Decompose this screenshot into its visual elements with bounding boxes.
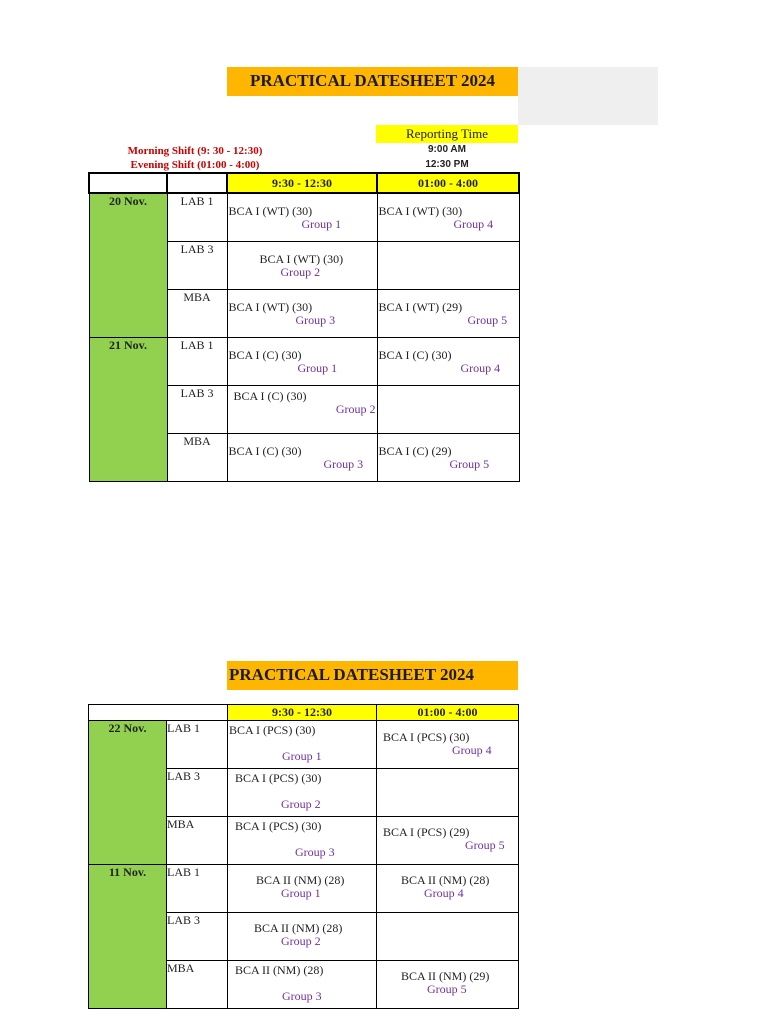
course-entry: BCA I (PCS) (30) bbox=[229, 723, 316, 737]
group-label: Group 3 bbox=[282, 989, 322, 1003]
course-entry: BCA II (NM) (28) bbox=[256, 873, 345, 887]
morning-slot-cell bbox=[228, 769, 377, 817]
lab-cell: LAB 3 bbox=[167, 913, 228, 961]
group-label: Group 1 bbox=[301, 217, 342, 231]
group-label: Group 5 bbox=[449, 456, 490, 471]
evening-slot-cell bbox=[377, 961, 519, 1009]
header-evening-slot: 01:00 - 4:00 bbox=[377, 705, 519, 721]
course-entry: BCA I (PCS) (29) bbox=[383, 825, 470, 839]
evening-slot-cell bbox=[377, 241, 519, 289]
date-cell: 21 Nov. bbox=[89, 337, 167, 481]
lab-cell: MBA bbox=[167, 289, 227, 337]
course-entry: BCA I (WT) (30) bbox=[228, 204, 313, 218]
group-label: Group 5 bbox=[465, 838, 505, 852]
datesheet-title-2: PRACTICAL DATESHEET 2024 bbox=[227, 661, 518, 690]
lab-cell: LAB 1 bbox=[167, 193, 227, 241]
group-label: Group 2 bbox=[281, 934, 321, 948]
table-row bbox=[89, 721, 519, 769]
group-label: Group 2 bbox=[280, 264, 321, 279]
course-entry: BCA I (C) (30) bbox=[378, 347, 452, 362]
lab-cell: LAB 1 bbox=[167, 865, 228, 913]
evening-slot-cell bbox=[377, 433, 519, 481]
morning-slot-cell bbox=[228, 961, 377, 1009]
group-label: Group 3 bbox=[295, 312, 336, 327]
group-label: Group 3 bbox=[323, 456, 364, 471]
morning-slot-cell bbox=[227, 193, 377, 241]
evening-slot-cell bbox=[377, 817, 519, 865]
lab-cell: MBA bbox=[167, 817, 228, 865]
morning-shift-note: Morning Shift (9: 30 - 12:30) bbox=[127, 145, 263, 157]
evening-slot-cell bbox=[377, 289, 519, 337]
group-label: Group 4 bbox=[453, 217, 494, 231]
header-blank-cell bbox=[167, 173, 227, 193]
lab-cell: LAB 3 bbox=[167, 385, 227, 433]
evening-slot-cell bbox=[377, 865, 519, 913]
course-entry: BCA I (WT) (29) bbox=[378, 299, 463, 314]
date-cell: 11 Nov. bbox=[89, 865, 167, 1009]
evening-slot-cell bbox=[377, 913, 519, 961]
course-entry: BCA II (NM) (28) bbox=[401, 873, 490, 887]
table-row bbox=[89, 337, 519, 385]
group-label: Group 4 bbox=[452, 743, 492, 757]
evening-slot-cell bbox=[377, 385, 519, 433]
group-label: Group 4 bbox=[424, 886, 464, 900]
datesheet-table-1 bbox=[88, 172, 520, 482]
header-morning-slot: 9:30 - 12:30 bbox=[228, 705, 377, 721]
lab-cell: LAB 1 bbox=[167, 721, 228, 769]
header-morning-slot: 9:30 - 12:30 bbox=[227, 173, 377, 193]
course-entry: BCA I (C) (30) bbox=[233, 388, 307, 403]
lab-cell: MBA bbox=[167, 961, 228, 1009]
course-entry: BCA II (NM) (28) bbox=[235, 963, 324, 977]
date-cell: 22 Nov. bbox=[89, 721, 167, 865]
course-entry: BCA I (WT) (30) bbox=[228, 299, 313, 314]
grey-background-box bbox=[518, 67, 658, 125]
morning-slot-cell bbox=[227, 385, 377, 433]
reporting-time-evening: 12:30 PM bbox=[425, 159, 469, 170]
group-label: Group 2 bbox=[281, 797, 321, 811]
header-blank-cell bbox=[89, 173, 167, 193]
reporting-time-label: Reporting Time bbox=[376, 125, 518, 143]
table-row bbox=[89, 193, 519, 241]
course-entry: BCA I (C) (30) bbox=[228, 347, 302, 362]
group-label: Group 1 bbox=[282, 749, 322, 763]
evening-slot-cell bbox=[377, 721, 519, 769]
reporting-time-morning: 9:00 AM bbox=[428, 144, 466, 155]
morning-slot-cell bbox=[228, 817, 377, 865]
morning-slot-cell bbox=[228, 721, 377, 769]
course-entry: BCA I (WT) (30) bbox=[259, 251, 344, 266]
table-header-row bbox=[89, 705, 519, 721]
lab-cell: LAB 3 bbox=[167, 769, 228, 817]
course-entry: BCA I (WT) (30) bbox=[378, 204, 463, 218]
group-label: Group 4 bbox=[460, 360, 501, 375]
course-entry: BCA I (PCS) (30) bbox=[235, 819, 322, 833]
evening-slot-cell bbox=[377, 193, 519, 241]
table-row bbox=[89, 865, 519, 913]
lab-cell: LAB 1 bbox=[167, 337, 227, 385]
course-entry: BCA II (NM) (28) bbox=[254, 921, 343, 935]
morning-slot-cell bbox=[227, 337, 377, 385]
date-cell: 20 Nov. bbox=[89, 193, 167, 337]
morning-slot-cell bbox=[227, 289, 377, 337]
evening-shift-note: Evening Shift (01:00 - 4:00) bbox=[130, 159, 260, 171]
header-evening-slot: 01:00 - 4:00 bbox=[377, 173, 519, 193]
morning-slot-cell bbox=[227, 433, 377, 481]
morning-slot-cell bbox=[227, 241, 377, 289]
header-blank-cell bbox=[89, 705, 228, 721]
evening-slot-cell bbox=[377, 769, 519, 817]
table-header-row bbox=[89, 173, 519, 193]
course-entry: BCA I (C) (30) bbox=[228, 443, 302, 458]
datesheet-title-1: PRACTICAL DATESHEET 2024 bbox=[227, 67, 518, 96]
course-entry: BCA II (NM) (29) bbox=[401, 969, 490, 983]
group-label: Group 5 bbox=[467, 312, 508, 327]
group-label: Group 5 bbox=[427, 982, 467, 996]
course-entry: BCA I (PCS) (30) bbox=[383, 730, 470, 744]
morning-slot-cell bbox=[228, 913, 377, 961]
course-entry: BCA I (C) (29) bbox=[378, 443, 452, 458]
group-label: Group 3 bbox=[295, 845, 335, 859]
datesheet-table-2 bbox=[88, 704, 519, 1009]
evening-slot-cell bbox=[377, 337, 519, 385]
lab-cell: MBA bbox=[167, 433, 227, 481]
group-label: Group 1 bbox=[297, 360, 338, 375]
group-label: Group 1 bbox=[281, 886, 321, 900]
course-entry: BCA I (PCS) (30) bbox=[235, 771, 322, 785]
group-label: Group 2 bbox=[335, 401, 376, 416]
morning-slot-cell bbox=[228, 865, 377, 913]
lab-cell: LAB 3 bbox=[167, 241, 227, 289]
